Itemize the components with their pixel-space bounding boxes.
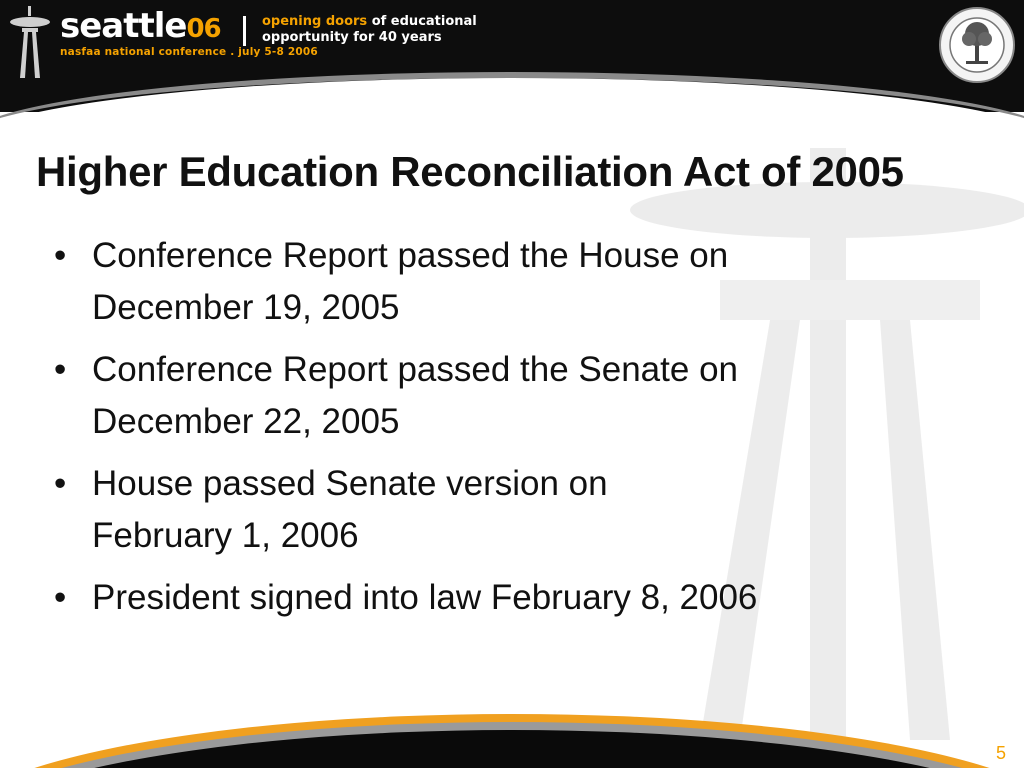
bullet-symbol: • xyxy=(54,236,67,275)
logo-divider xyxy=(243,16,246,46)
bullet-text: February 1, 2006 xyxy=(92,516,359,555)
bullet-text: Conference Report passed the Senate on xyxy=(92,350,738,389)
bullet-symbol: • xyxy=(54,464,67,503)
bullet-item xyxy=(54,572,874,624)
tagline-accent: opening doors xyxy=(262,14,368,29)
tagline-rest: of educational xyxy=(367,14,477,29)
slide-title: Higher Education Reconciliation Act of 2005 xyxy=(36,148,904,195)
header-banner xyxy=(0,0,1024,112)
conference-wordmark xyxy=(60,8,221,47)
bullet-text: House passed Senate version on xyxy=(92,464,608,503)
bullet-item xyxy=(54,230,874,334)
footer-banner xyxy=(0,700,1024,768)
tagline-line-2: opportunity for 40 years xyxy=(262,30,442,45)
bullet-symbol: • xyxy=(54,578,67,617)
wordmark-text: seattle xyxy=(60,6,187,46)
bullet-text: Conference Report passed the House on xyxy=(92,236,729,275)
bullet-text: December 22, 2005 xyxy=(92,402,400,441)
wordmark-year: 06 xyxy=(186,14,221,44)
space-needle-icon xyxy=(8,6,52,78)
bullet-item xyxy=(54,458,874,562)
bullet-list xyxy=(54,230,874,634)
conference-tagline xyxy=(262,14,477,46)
bullet-item xyxy=(54,344,874,448)
department-of-education-seal-icon xyxy=(938,6,1016,84)
conference-subtitle: nasfaa national conference . july 5-8 2006 xyxy=(60,46,318,58)
page-number: 5 xyxy=(995,743,1006,763)
bullet-text: December 19, 2005 xyxy=(92,288,400,327)
bullet-symbol: • xyxy=(54,350,67,389)
bullet-text: President signed into law February 8, 2006 xyxy=(92,578,758,617)
